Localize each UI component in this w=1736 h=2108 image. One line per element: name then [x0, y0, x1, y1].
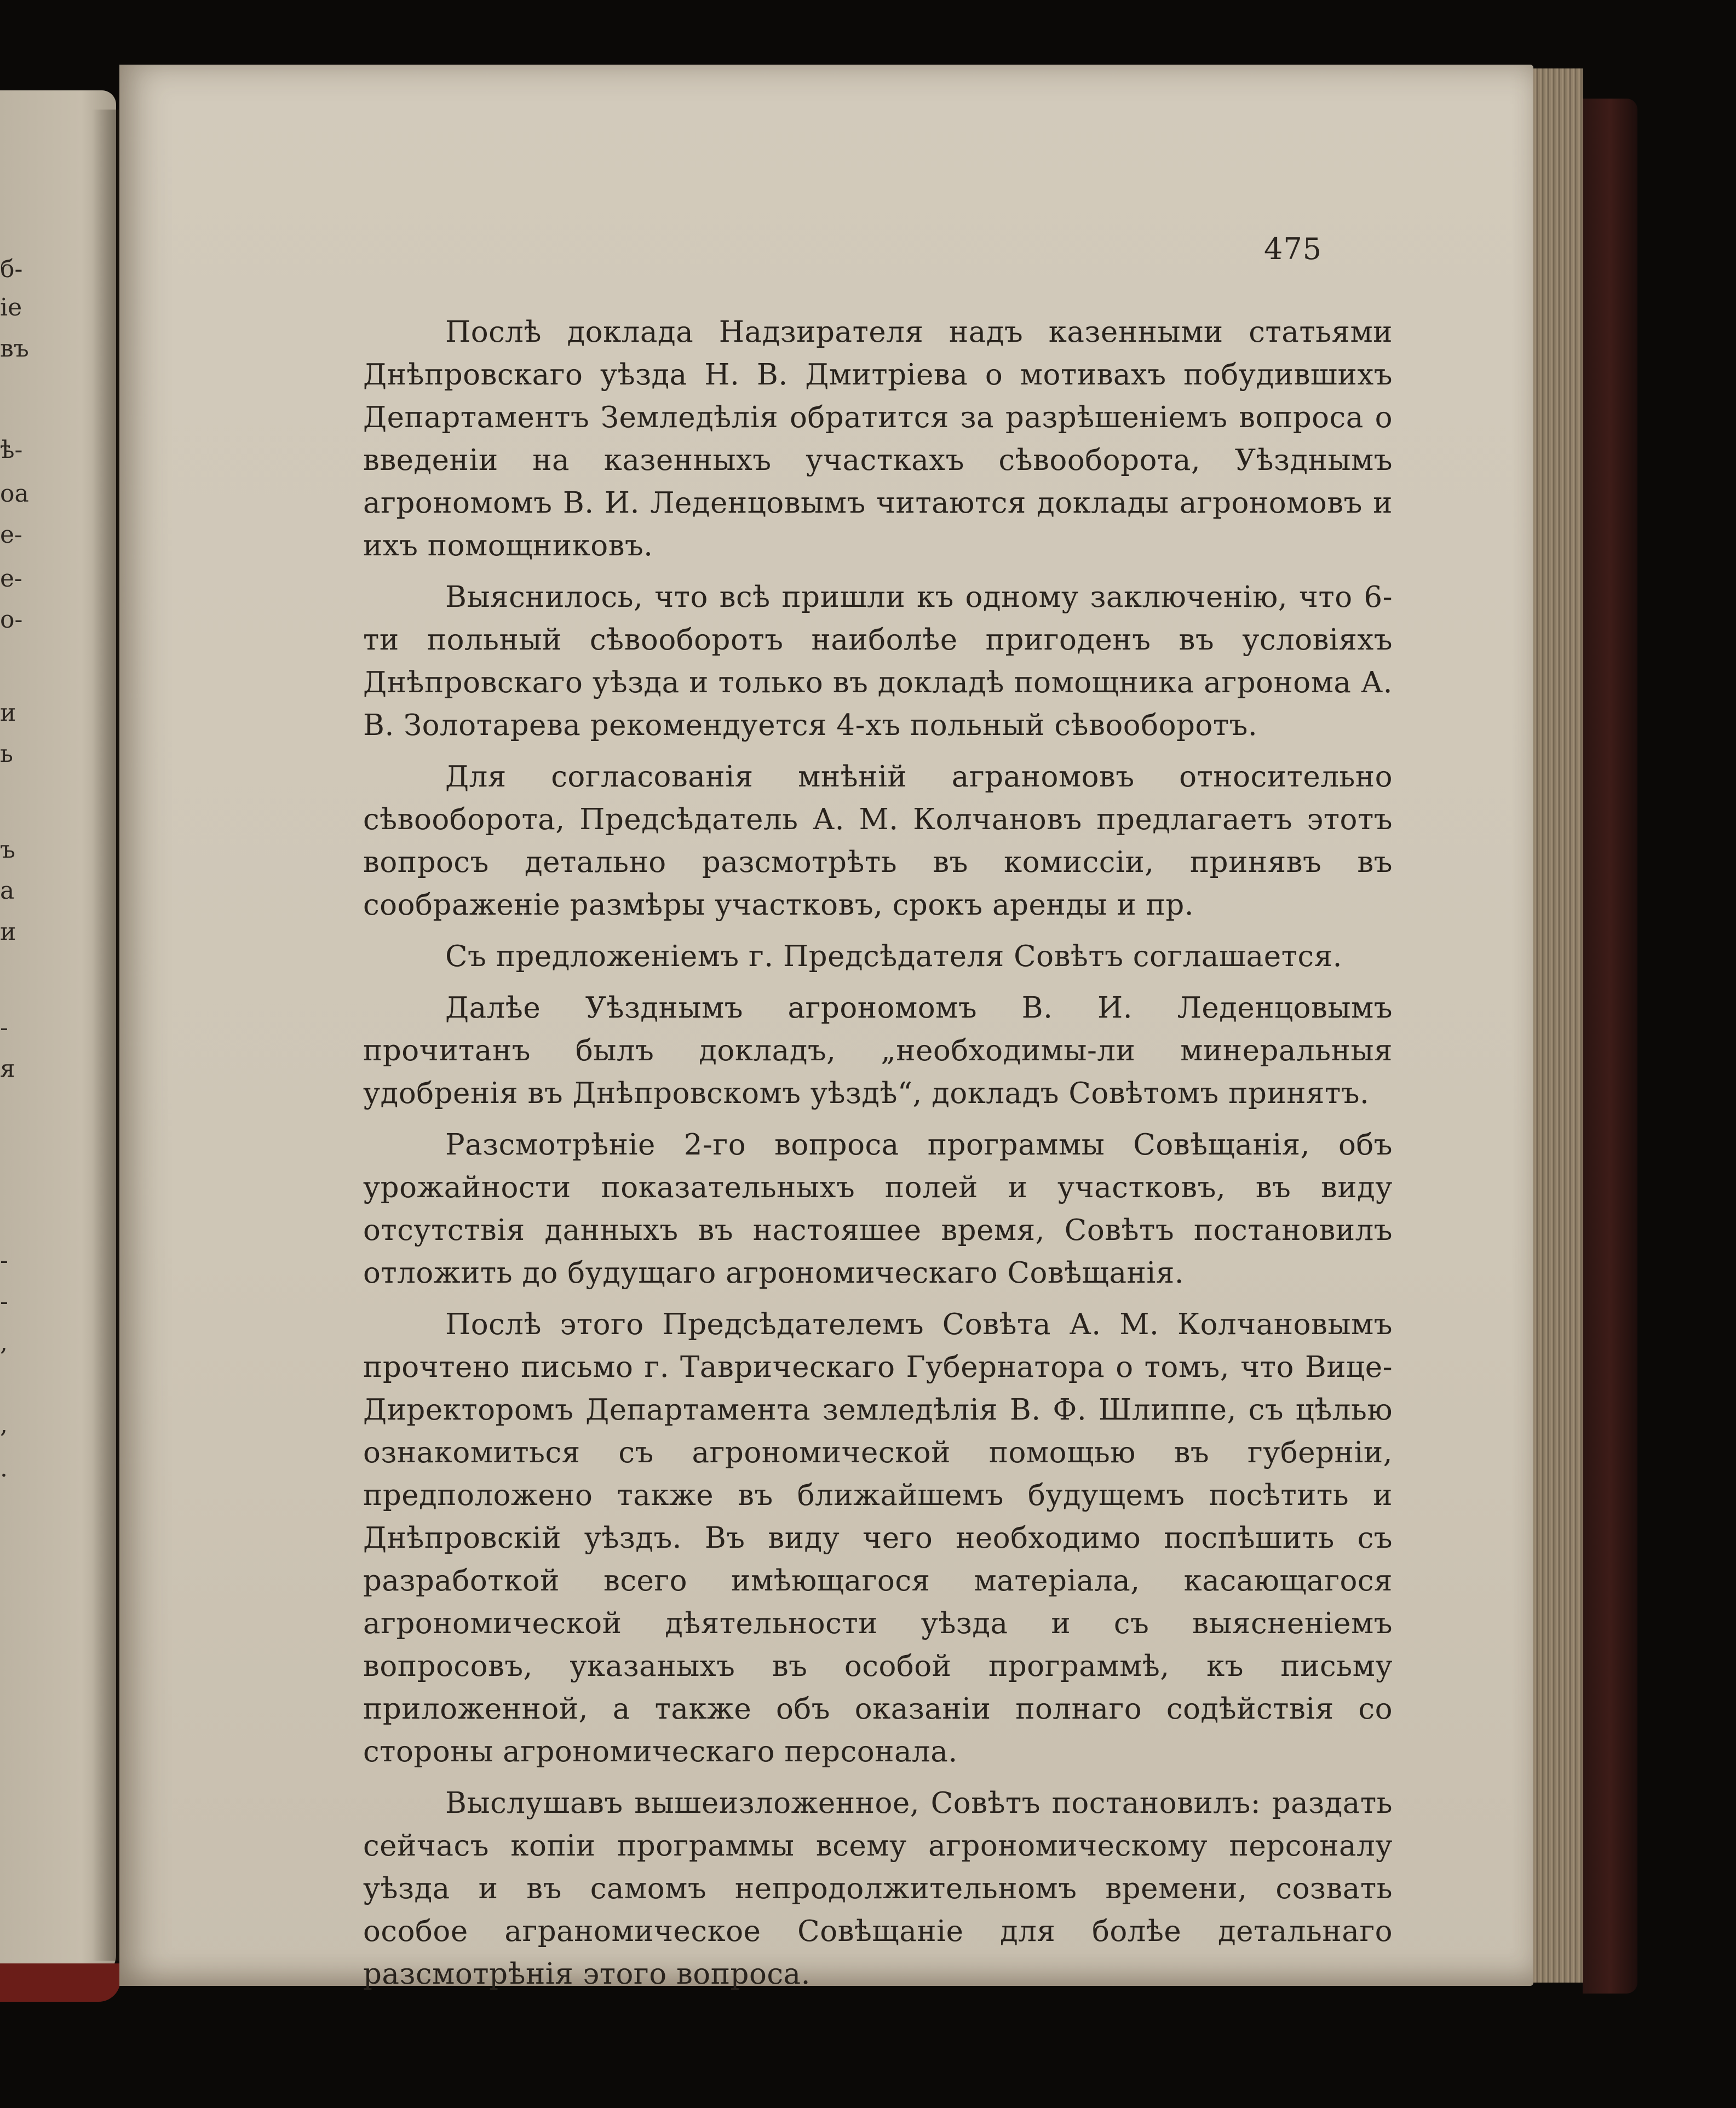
- left-page-red-edge: [0, 1963, 120, 2002]
- book-binding: [1583, 99, 1637, 1994]
- paragraph: Выяснилось, что всѣ пришли къ одному заключенію, что 6-ти польный сѣвооборотъ наиболѣе пригоденъ въ условіяхъ Днѣпровскаго уѣзда и только въ докладѣ помощника агронома А. В. Золотарева рекомендуется 4-хъ польный сѣвооборотъ.: [363, 581, 1393, 742]
- paragraph: Далѣе Уѣзднымъ агрономомъ В. И. Леденцовымъ прочитанъ былъ докладъ, „необходимы-ли минеральныя удобренія въ Днѣпровскомъ уѣздѣ“, докладъ Совѣтомъ принятъ.: [363, 991, 1393, 1110]
- left-fragment: ъ: [0, 836, 15, 864]
- paragraph: Выслушавъ вышеизложенное, Совѣтъ постановилъ: раздать сейчасъ копіи программы всему агрономическому персоналу уѣзда и въ самомъ непродолжительномъ времени, созвать особое аграномическое Совѣщаніе для болѣе детальнаго разсмотрѣнія этого вопроса.: [363, 1787, 1393, 1991]
- page-number: 475: [1264, 232, 1323, 266]
- left-fragment: оа: [0, 480, 29, 508]
- left-fragment: е-: [0, 521, 22, 549]
- paragraph: Послѣ этого Предсѣдателемъ Совѣта А. М. Колчановымъ прочтено письмо г. Таврическаго Губернатора о томъ, что Вице-Директоромъ Департамента земледѣлія В. Ф. Шлиппе, съ цѣлью ознакомиться съ агрономической помощью въ губерніи, предположено также въ ближайшемъ будущемъ посѣтить и Днѣпровскій уѣздъ. Въ виду чего необходимо поспѣшить съ разработкой всего имѣющагося матеріала, касающагося агрономической дѣятельности уѣзда и съ выясненіемъ вопросовъ, указаныхъ въ особой программѣ, къ письму приложенной, а также объ оказаніи полнаго содѣйствія со стороны агрономическаго персонала.: [363, 1308, 1393, 1768]
- left-fragment: е-: [0, 565, 22, 593]
- left-fragment: -: [0, 1288, 8, 1316]
- left-fragment: -: [0, 1247, 8, 1274]
- left-fragment: и: [0, 699, 16, 727]
- left-fragment: въ: [0, 335, 29, 363]
- left-fragment: ѣ-: [0, 436, 23, 464]
- left-fragment: ,: [0, 1329, 8, 1357]
- left-fragment: я: [0, 1055, 15, 1083]
- left-fragment: -: [0, 1014, 8, 1042]
- left-fragment: а: [0, 877, 15, 905]
- left-fragment: .: [0, 1455, 8, 1483]
- right-page: [119, 65, 1533, 1991]
- left-fragment: ,: [0, 1411, 8, 1439]
- page-paragraphs: [363, 311, 1393, 2004]
- left-fragment: о-: [0, 606, 23, 634]
- paragraph: Для согласованія мнѣній аграномовъ относительно сѣвооборота, Предсѣдатель А. М. Колчановъ предлагаетъ этотъ вопросъ детально разсмотрѣть въ комиссіи, принявъ въ соображеніе размѣры участковъ, срокъ аренды и пр.: [363, 760, 1393, 922]
- page-edges: [1533, 68, 1583, 1983]
- left-fragment: и: [0, 918, 16, 946]
- left-fragment: іе: [0, 294, 22, 321]
- left-fragment: ь: [0, 740, 13, 768]
- paragraph: Съ предложеніемъ г. Предсѣдателя Совѣтъ соглашается.: [445, 940, 1342, 973]
- paragraph: Разсмотрѣніе 2-го вопроса программы Совѣщанія, объ урожайности показательныхъ полей и участковъ, въ виду отсутствія данныхъ въ настояшее время, Совѣтъ постановилъ отложить до будущаго агрономическаго Совѣщанія.: [363, 1128, 1393, 1290]
- left-fragment: б-: [0, 255, 23, 283]
- paragraph: Послѣ доклада Надзирателя надъ казенными статьями Днѣпровскаго уѣзда Н. В. Дмитріева о мотивахъ побудившихъ Департаментъ Земледѣлія обратится за разрѣшеніемъ вопроса о введеніи на казенныхъ участкахъ сѣвооборота, Уѣзднымъ агрономомъ В. И. Леденцовымъ читаются доклады агрономовъ и ихъ помощниковъ.: [363, 315, 1393, 562]
